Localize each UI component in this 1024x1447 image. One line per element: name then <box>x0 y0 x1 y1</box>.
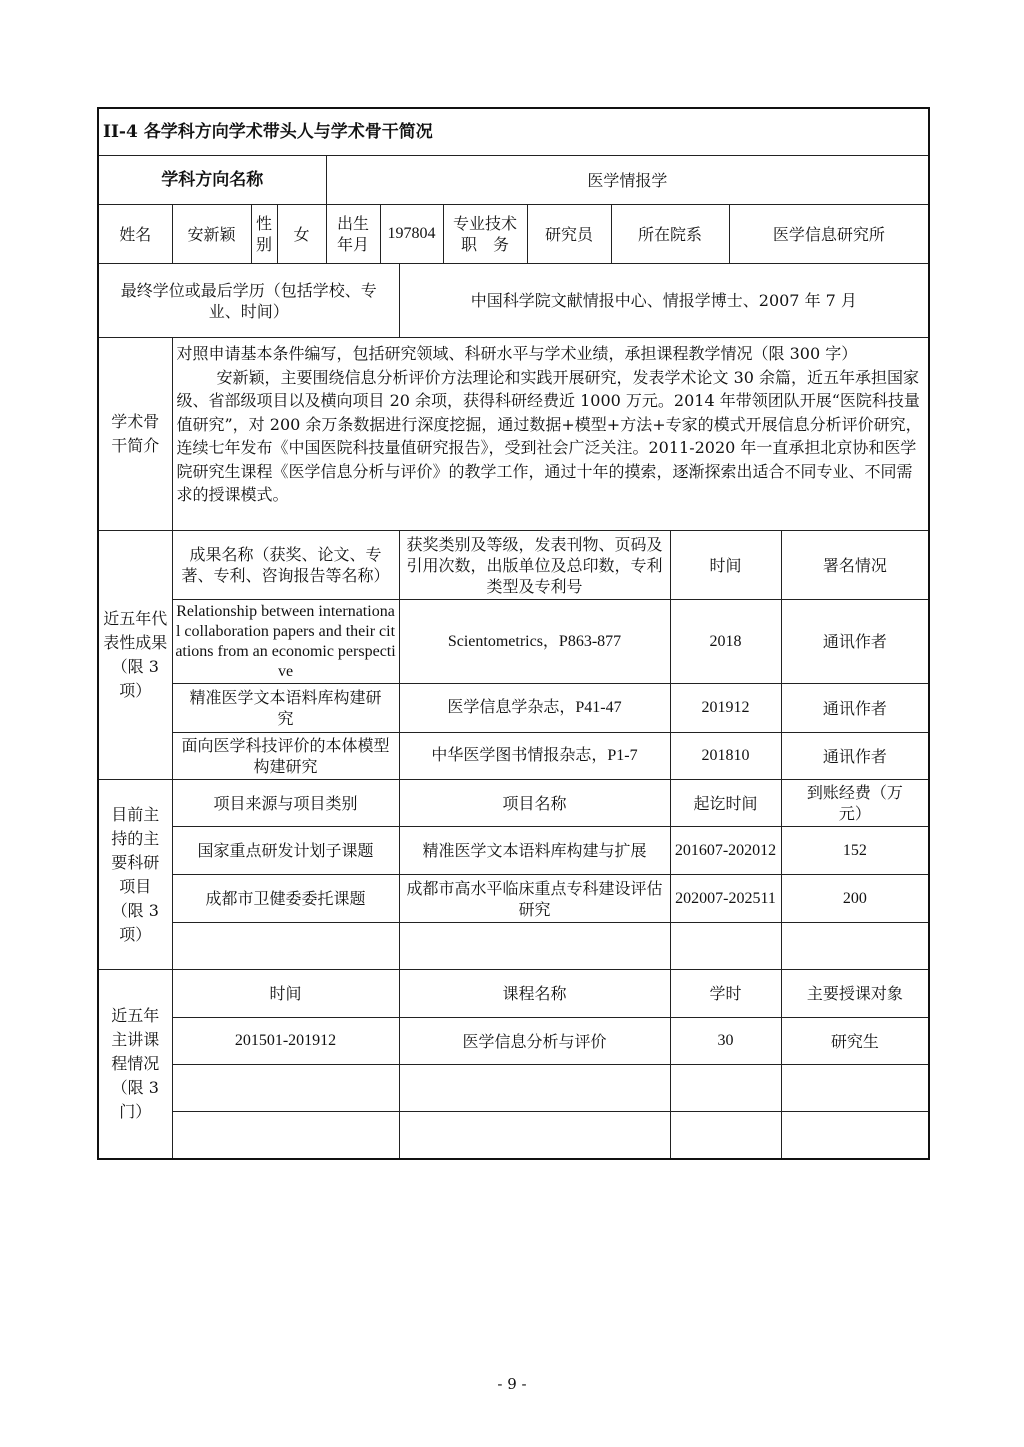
empty-cell <box>781 923 929 970</box>
empty-cell <box>172 1112 399 1159</box>
course-time: 201501-201912 <box>172 1018 399 1065</box>
project-funding: 152 <box>781 827 929 875</box>
empty-cell <box>399 1112 670 1159</box>
intro-body <box>172 338 929 531</box>
achievement-publication: Scientometrics，P863-877 <box>399 600 670 684</box>
table-row <box>98 1065 929 1112</box>
dept-value: 医学信息研究所 <box>729 205 929 264</box>
birth-value: 197804 <box>380 205 443 264</box>
title-value: 研究员 <box>527 205 611 264</box>
achievements-header-authorship: 署名情况 <box>781 531 929 600</box>
course-audience: 研究生 <box>781 1018 929 1065</box>
page-number: - 9 - <box>497 1375 527 1393</box>
table-row <box>98 827 929 875</box>
courses-header-name: 课程名称 <box>399 970 670 1018</box>
discipline-label: 学科方向名称 <box>98 156 326 205</box>
achievement-time: 2018 <box>670 600 781 684</box>
courses-header-hours: 学时 <box>670 970 781 1018</box>
empty-cell <box>670 1112 781 1159</box>
name-value: 安新颖 <box>172 205 251 264</box>
empty-cell <box>670 1065 781 1112</box>
projects-label: 目前主持的主要科研项目（限 3 项） <box>98 780 172 970</box>
courses-header-audience: 主要授课对象 <box>781 970 929 1018</box>
achievements-header-name: 成果名称（获奖、论文、专著、专利、咨询报告等名称） <box>172 531 399 600</box>
discipline-value: 医学情报学 <box>326 156 929 205</box>
achievement-name: 精准医学文本语料库构建研究 <box>172 684 399 733</box>
courses-label: 近五年主讲课程情况（限 3 门） <box>98 970 172 1159</box>
course-hours: 30 <box>670 1018 781 1065</box>
empty-cell <box>399 923 670 970</box>
course-name: 医学信息分析与评价 <box>399 1018 670 1065</box>
birth-label: 出生年月 <box>326 205 380 264</box>
degree-label: 最终学位或最后学历（包括学校、专业、时间） <box>98 264 399 338</box>
empty-cell <box>172 923 399 970</box>
achievements-header-time: 时间 <box>670 531 781 600</box>
empty-cell <box>172 1065 399 1112</box>
achievement-time: 201912 <box>670 684 781 733</box>
empty-cell <box>781 1065 929 1112</box>
degree-value: 中国科学院文献情报中心、情报学博士、2007 年 7 月 <box>399 264 929 338</box>
leader-profile-table <box>97 107 930 1160</box>
empty-cell <box>781 1112 929 1159</box>
project-name: 精准医学文本语料库构建与扩展 <box>399 827 670 875</box>
table-row <box>98 684 929 733</box>
project-source: 成都市卫健委委托课题 <box>172 875 399 923</box>
section-title: II-4 各学科方向学术带头人与学术骨干简况 <box>98 108 929 156</box>
projects-header-name: 项目名称 <box>399 780 670 827</box>
project-name: 成都市高水平临床重点专科建设评估研究 <box>399 875 670 923</box>
table-row <box>98 733 929 780</box>
achievement-time: 201810 <box>670 733 781 780</box>
achievement-authorship: 通讯作者 <box>781 600 929 684</box>
table-row <box>98 923 929 970</box>
intro-text: 安新颖，主要围绕信息分析评价方法理论和实践开展研究，发表学术论文 30 余篇，近五年承担国家级、省部级项目以及横向项目 20 余项，获得科研经费近 1000 万元。2014 年带领团队开展“医院科技量值研究”，对 200 余万条数据进行深度挖掘，通过数据+模型+方法+专家的模式开展信息分析评价研究，连续七年发布《中国医院科技量值研究报告》，受到社会广泛关注。2011-2020 年一直承担北京协和医学院研究生课程《医学信息分析与评价》的教学工作，通过十年的摸索，逐渐探索出适合不同专业、不同需求的授课模式。 <box>176 367 922 504</box>
application-form-sheet <box>97 107 928 1160</box>
dept-label: 所在院系 <box>611 205 729 264</box>
empty-cell <box>670 923 781 970</box>
gender-value: 女 <box>277 205 326 264</box>
project-source: 国家重点研发计划子课题 <box>172 827 399 875</box>
courses-header-time: 时间 <box>172 970 399 1018</box>
achievements-label: 近五年代表性成果（限 3 项） <box>98 531 172 780</box>
intro-label: 学术骨干简介 <box>98 338 172 531</box>
gender-label: 性别 <box>251 205 277 264</box>
achievement-publication: 中华医学图书情报杂志，P1-7 <box>399 733 670 780</box>
table-row <box>98 1018 929 1065</box>
projects-header-source: 项目来源与项目类别 <box>172 780 399 827</box>
projects-header-funding: 到账经费（万元） <box>781 780 929 827</box>
achievement-authorship: 通讯作者 <box>781 684 929 733</box>
project-funding: 200 <box>781 875 929 923</box>
project-period: 201607-202012 <box>670 827 781 875</box>
project-period: 202007-202511 <box>670 875 781 923</box>
achievements-header-publication: 获奖类别及等级，发表刊物、页码及引用次数，出版单位及总印数，专利类型及专利号 <box>399 531 670 600</box>
projects-header-period: 起讫时间 <box>670 780 781 827</box>
table-row <box>98 875 929 923</box>
name-label: 姓名 <box>98 205 172 264</box>
achievement-authorship: 通讯作者 <box>781 733 929 780</box>
achievement-publication: 医学信息学杂志，P41-47 <box>399 684 670 733</box>
achievement-name: Relationship between international collaboration papers and their citations from an economic perspective <box>172 600 399 684</box>
title-label: 专业技术职 务 <box>443 205 527 264</box>
table-row <box>98 600 929 684</box>
empty-cell <box>399 1065 670 1112</box>
intro-instruction: 对照申请基本条件编写，包括研究领域、科研水平与学术业绩，承担课程教学情况（限 300 字） <box>176 344 858 363</box>
achievement-name: 面向医学科技评价的本体模型构建研究 <box>172 733 399 780</box>
table-row <box>98 1112 929 1159</box>
